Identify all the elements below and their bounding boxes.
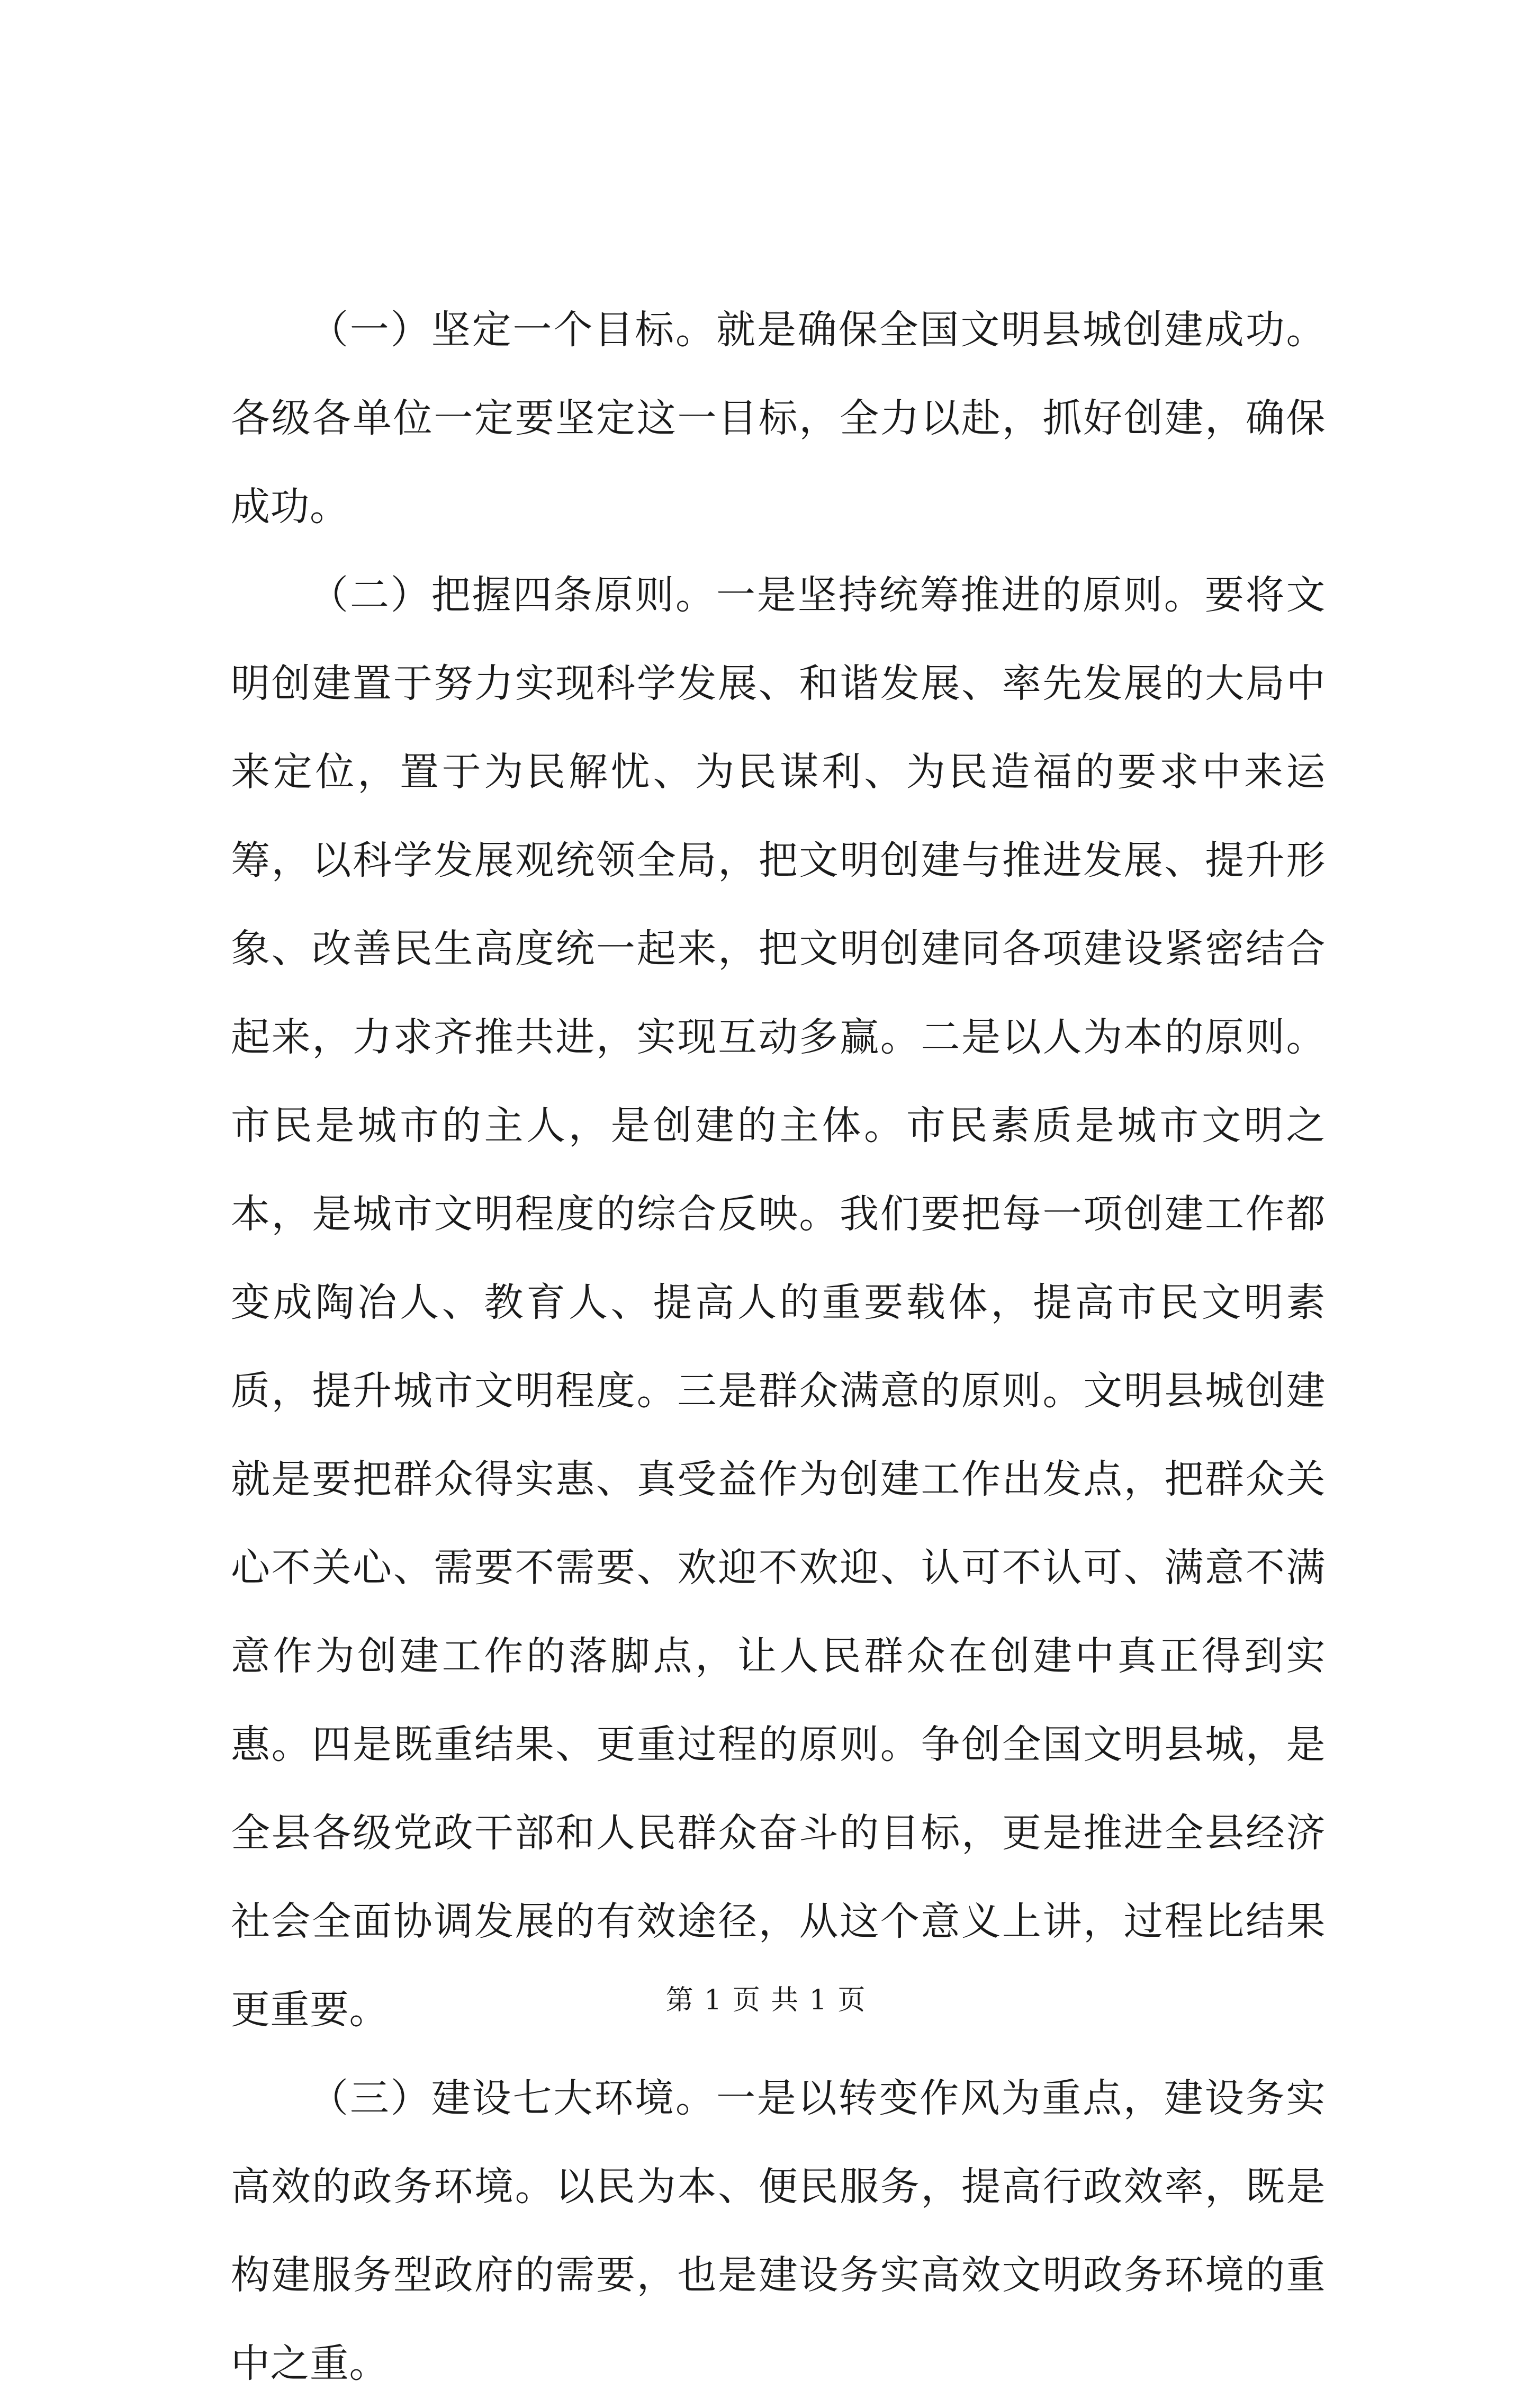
paragraph-1: （一）坚定一个目标。就是确保全国文明县城创建成功。各级各单位一定要坚定这一目标，全力以赴，抓好创建，确保成功。 (231, 307, 1326, 529)
document-body (231, 286, 1326, 2408)
paragraph-3: （三）建设七大环境。一是以转变作风为重点，建设务实高效的政务环境。以民为本、便民服务，提高行政效率，既是构建服务型政府的需要，也是建设务实高效文明政务环境的重中之重。 (231, 2075, 1326, 2386)
page-number-footer: 第 1 页 共 1 页 (665, 1984, 867, 2016)
paragraph-2: （二）把握四条原则。一是坚持统筹推进的原则。要将文明创建置于努力实现科学发展、和谐发展、率先发展的大局中来定位，置于为民解忧、为民谋利、为民造福的要求中来运筹，以科学发展观统领全局，把文明创建与推进发展、提升形象、改善民生高度统一起来，把文明创建同各项建设紧密结合起来，力求齐推共进，实现互动多赢。二是以人为本的原则。市民是城市的主人，是创建的主体。市民素质是城市文明之本，是城市文明程度的综合反映。我们要把每一项创建工作都变成陶冶人、教育人、提高人的重要载体，提高市民文明素质，提升城市文明程度。三是群众满意的原则。文明县城创建就是要把群众得实惠、真受益作为创建工作出发点，把群众关心不关心、需要不需要、欢迎不欢迎、认可不认可、满意不满意作为创建工作的落脚点，让人民群众在创建中真正得到实惠。四是既重结果、更重过程的原则。争创全国文明县城，是全县各级党政干部和人民群众奋斗的目标，更是推进全县经济社会全面协调发展的有效途径，从这个意义上讲，过程比结果更重要。 (231, 572, 1326, 2033)
